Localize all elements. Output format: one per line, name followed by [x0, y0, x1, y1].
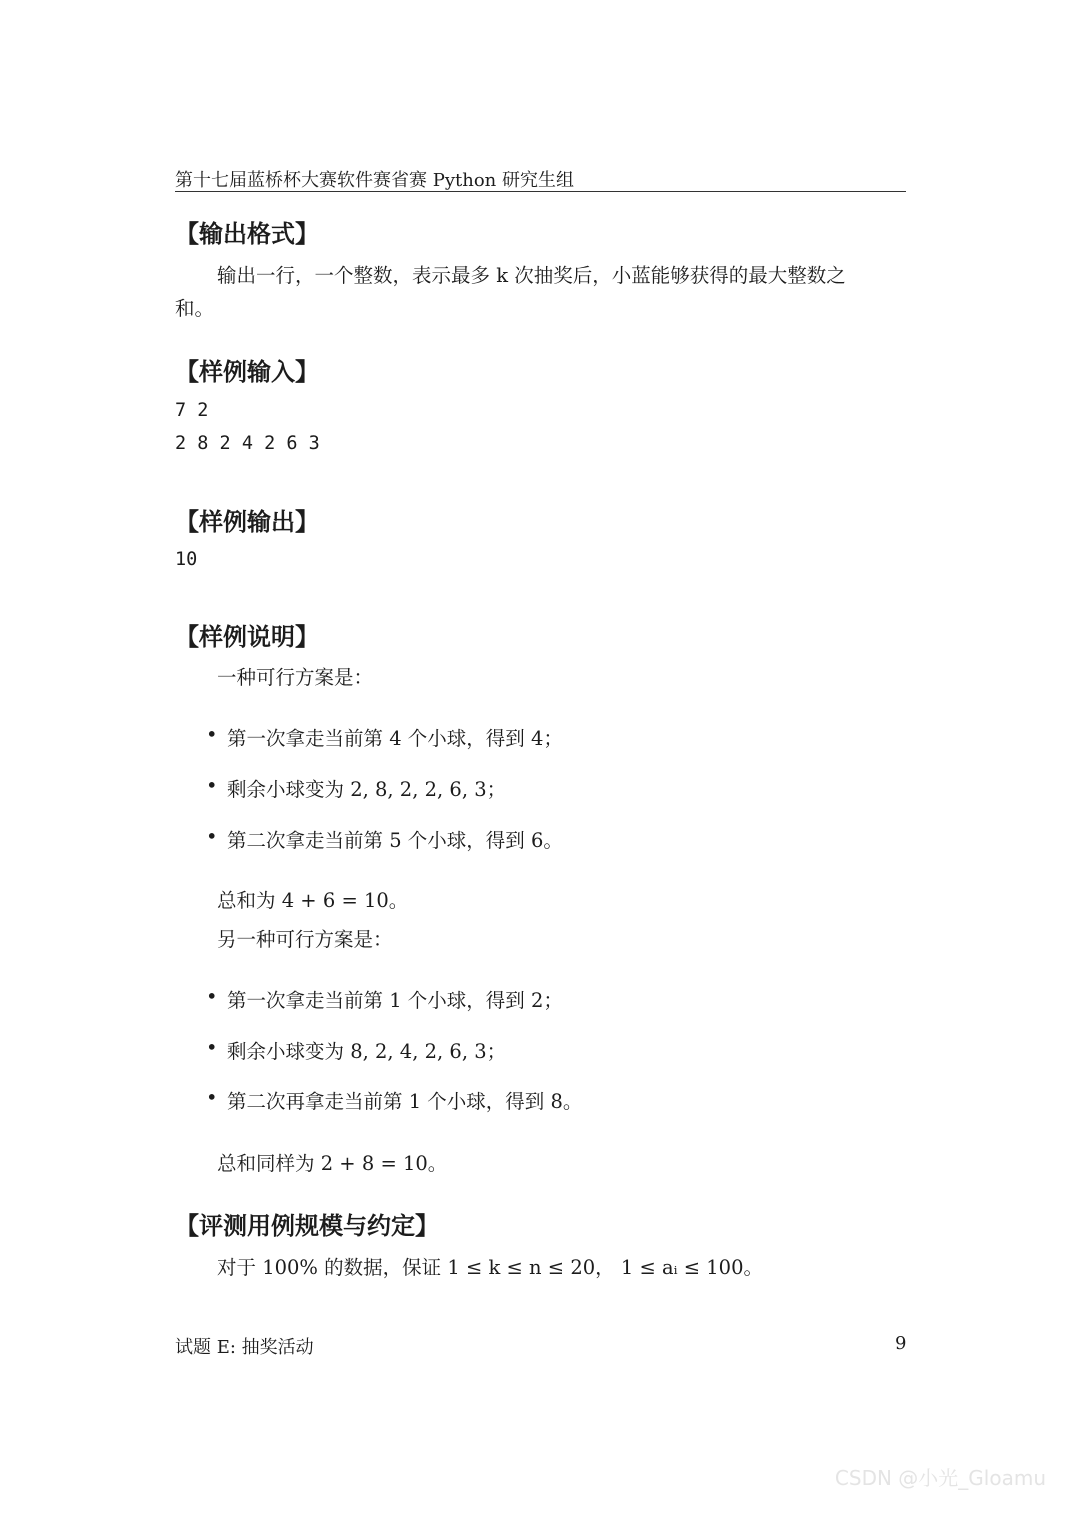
sample-input-line-2: 2 8 2 4 2 6 3: [175, 433, 320, 454]
bullet-dot-icon: •: [206, 1086, 218, 1109]
plan1-step-3-text: 第二次拿走当前第 5 个小球，得到 6。: [227, 829, 563, 852]
plan1-step-2-text: 剩余小球变为 2, 8, 2, 2, 6, 3；: [227, 778, 507, 801]
watermark-text: CSDN @小光_Gloamu: [834, 1466, 1046, 1490]
explanation-intro: 一种可行方案是：: [217, 666, 374, 689]
footer-page-number: 9: [895, 1333, 907, 1354]
plan2-step-2: [206, 1036, 507, 1064]
constraints-heading: 【评测用例规模与约定】: [175, 1212, 439, 1240]
bullet-dot-icon: •: [206, 1036, 218, 1059]
plan2-step-1: [206, 985, 563, 1013]
page-header-title: 第十七届蓝桥杯大赛软件赛省赛 Python 研究生组: [175, 170, 574, 191]
bullet-dot-icon: •: [206, 985, 218, 1008]
output-format-heading: 【输出格式】: [175, 220, 319, 248]
plan2-step-3: [206, 1086, 583, 1114]
constraints-text: 对于 100% 的数据，保证 1 ≤ k ≤ n ≤ 20， 1 ≤ aᵢ ≤ 100。: [217, 1256, 763, 1279]
sample-output-value: 10: [175, 549, 198, 570]
plan1-step-3: [206, 825, 563, 853]
plan2-step-1-text: 第一次拿走当前第 1 个小球，得到 2；: [227, 989, 563, 1012]
plan2-step-2-text: 剩余小球变为 8, 2, 4, 2, 6, 3；: [227, 1040, 507, 1063]
plan2-sum: 总和同样为 2 + 8 = 10。: [217, 1152, 448, 1175]
explanation-intro-2: 另一种可行方案是：: [217, 928, 393, 951]
plan1-sum: 总和为 4 + 6 = 10。: [217, 889, 409, 912]
header-divider: [175, 191, 906, 192]
bullet-dot-icon: •: [206, 825, 218, 848]
plan1-step-1-text: 第一次拿走当前第 4 个小球，得到 4；: [227, 727, 563, 750]
sample-input-heading: 【样例输入】: [175, 358, 319, 386]
footer-problem-title: 试题 E: 抽奖活动: [175, 1337, 314, 1358]
sample-explanation-heading: 【样例说明】: [175, 623, 319, 651]
sample-input-line-1: 7 2: [175, 400, 209, 421]
plan2-step-3-text: 第二次再拿走当前第 1 个小球，得到 8。: [227, 1090, 583, 1113]
bullet-dot-icon: •: [206, 723, 218, 746]
output-format-line-2: 和。: [175, 297, 215, 320]
output-format-line-1: 输出一行，一个整数，表示最多 k 次抽奖后，小蓝能够获得的最大整数之: [217, 264, 846, 287]
plan1-step-1: [206, 723, 563, 751]
bullet-dot-icon: •: [206, 774, 218, 797]
sample-output-heading: 【样例输出】: [175, 508, 319, 536]
plan1-step-2: [206, 774, 507, 802]
